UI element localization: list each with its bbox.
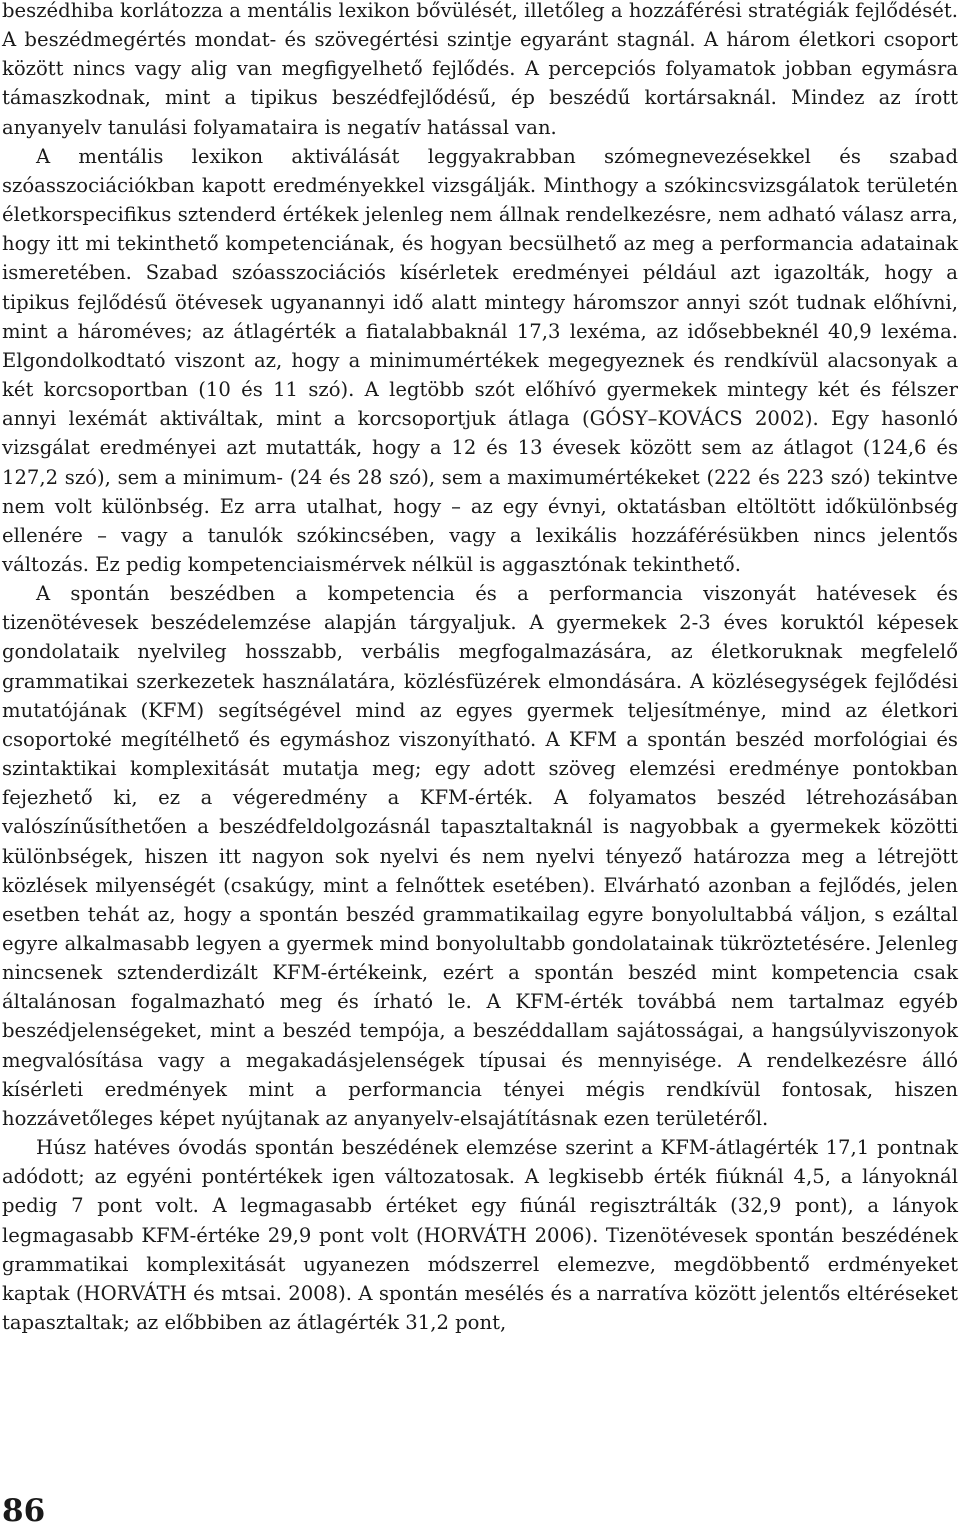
body-text	[2, 0, 958, 1337]
paragraph-3: A spontán beszédben a kompetencia és a performancia viszonyát hatévesek és tizenötévesek beszédelemzése alapján tárgyaljuk. A gyermekek 2-3 éves koruktól képesek gondolataik nyelvileg hosszabb, verbális megfogalmazására, az életkoruknak megfelelő grammatikai szerkezetek használatára, közlésfüzérek elmondására. A közlésegységek fejlődési mutatójának (KFM) segítségével mind az egyes gyermek teljesítménye, mind az életkori csoportoké megítélhető és egymáshoz viszonyítható. A KFM a spontán beszéd morfológiai és szintaktikai komplexitását mutatja meg; egy adott szöveg elemzési eredménye pontokban fejezhető ki, ez a végeredmény a KFM-érték. A folyamatos beszéd létrehozásában valószínűsíthetően a beszédfeldolgozásnál tapasztaltaknál is nagyobbak a gyermekek közötti különbségek, hiszen itt nagyon sok nyelvi és nem nyelvi tényező határozza meg a létrejött közlések milyenségét (csakúgy, mint a felnőttek esetében). Elvárható azonban a fejlődés, jelen esetben tehát az, hogy a spontán beszéd grammatikailag egyre bonyolultabbá váljon, s ezáltal egyre alkalmasabb legyen a gyermek mind bonyolultabb gondolatainak tükröztetésére. Jelenleg nincsenek sztenderdizált KFM-értékeink, ezért a spontán beszéd mint kompetencia csak általánosan fogalmazható meg és írható le. A KFM-érték továbbá nem tartalmaz egyéb beszédjelenségeket, mint a beszéd tempója, a beszéddallam sajátosságai, a hangsúlyviszonyok megvalósítása vagy a megakadásjelenségek típusai és mennyisége. A rendelkezésre álló kísérleti eredmények mint a performancia tényei mégis rendkívül fontosak, hiszen hozzávetőleges képet nyújtanak az anyanyelv-elsajátításnak ezen területéről.	[2, 582, 958, 1130]
paragraph-4: Húsz hatéves óvodás spontán beszédének elemzése szerint a KFM-átlagérték 17,1 pontnak adódott; az egyéni pontértékek igen változatosak. A legkisebb érték fiúknál 4,5, a lányoknál pedig 7 pont volt. A legmagasabb értéket egy fiúnál regisztrálták (32,9 pont), a lányok legmagasabb KFM-értéke 29,9 pont volt (HORVÁTH 2006). Tizenötévesek spontán beszédének grammatikai komplexitását ugyanezen módszerrel elemezve, megdöbbentő erdményeket kaptak (HORVÁTH és mtsai. 2008). A spontán mesélés és a narratíva között jelentős eltéréseket tapasztaltak; az előbbiben az átlagérték 31,2 pont,	[2, 1136, 958, 1335]
paragraph-1: beszédhiba korlátozza a mentális lexikon bővülését, illetőleg a hozzáférési stratégiák fejlődését. A beszédmegértés mondat- és szövegértési szintje egyaránt stagnál. A három életkori csoport között nincs vagy alig van megfigyelhető fejlődés. A percepciós folyamatok jobban egymásra támaszkodnak, mint a tipikus beszédfejlődésű, ép beszédű kortársaknál. Mindez az írott anyanyelv tanulási folyamataira is negatív hatással van.	[2, 0, 958, 139]
page-number: 86	[2, 1493, 46, 1529]
paragraph-2: A mentális lexikon aktiválását leggyakrabban szómegnevezésekkel és szabad szóasszociációkban kapott eredményekkel vizsgálják. Minthogy a szókincsvizsgálatok területén életkorspecifikus sztenderd értékek jelenleg nem állnak rendelkezésre, nem adható válasz arra, hogy itt mi tekinthető kompetenciának, és hogyan becsülhető az meg a performancia adatainak ismeretében. Szabad szóasszociációs kísérletek eredményei például azt igazolták, hogy a tipikus fejlődésű ötévesek ugyanannyi idő alatt mintegy háromszor annyi szót tudnak előhívni, mint a hároméves; az átlagérték a fiatalabbaknál 17,3 lexéma, az idősebbeknél 40,9 lexéma. Elgondolkodtató viszont az, hogy a minimumértékek megegyeznek és rendkívül alacsonyak a két korcsoportban (10 és 11 szó). A legtöbb szót előhívó gyermekek mintegy két és félszer annyi lexémát aktiváltak, mint a korcsoportjuk átlaga (GÓSY–KOVÁCS 2002). Egy hasonló vizsgálat eredményei azt mutatták, hogy a 12 és 13 évesek között sem az átlagot (124,6 és 127,2 szó), sem a minimum- (24 és 28 szó), sem a maximumértékeket (222 és 223 szó) tekintve nem volt különbség. Ez arra utalhat, hogy – az egy évnyi, oktatásban eltöltött időkülönbség ellenére – vagy a tanulók szókincsében, vagy a lexikális hozzáférésükben nincs jelentős változás. Ez pedig kompetenciaismérvek nélkül is aggasztónak tekinthető.	[2, 144, 958, 576]
